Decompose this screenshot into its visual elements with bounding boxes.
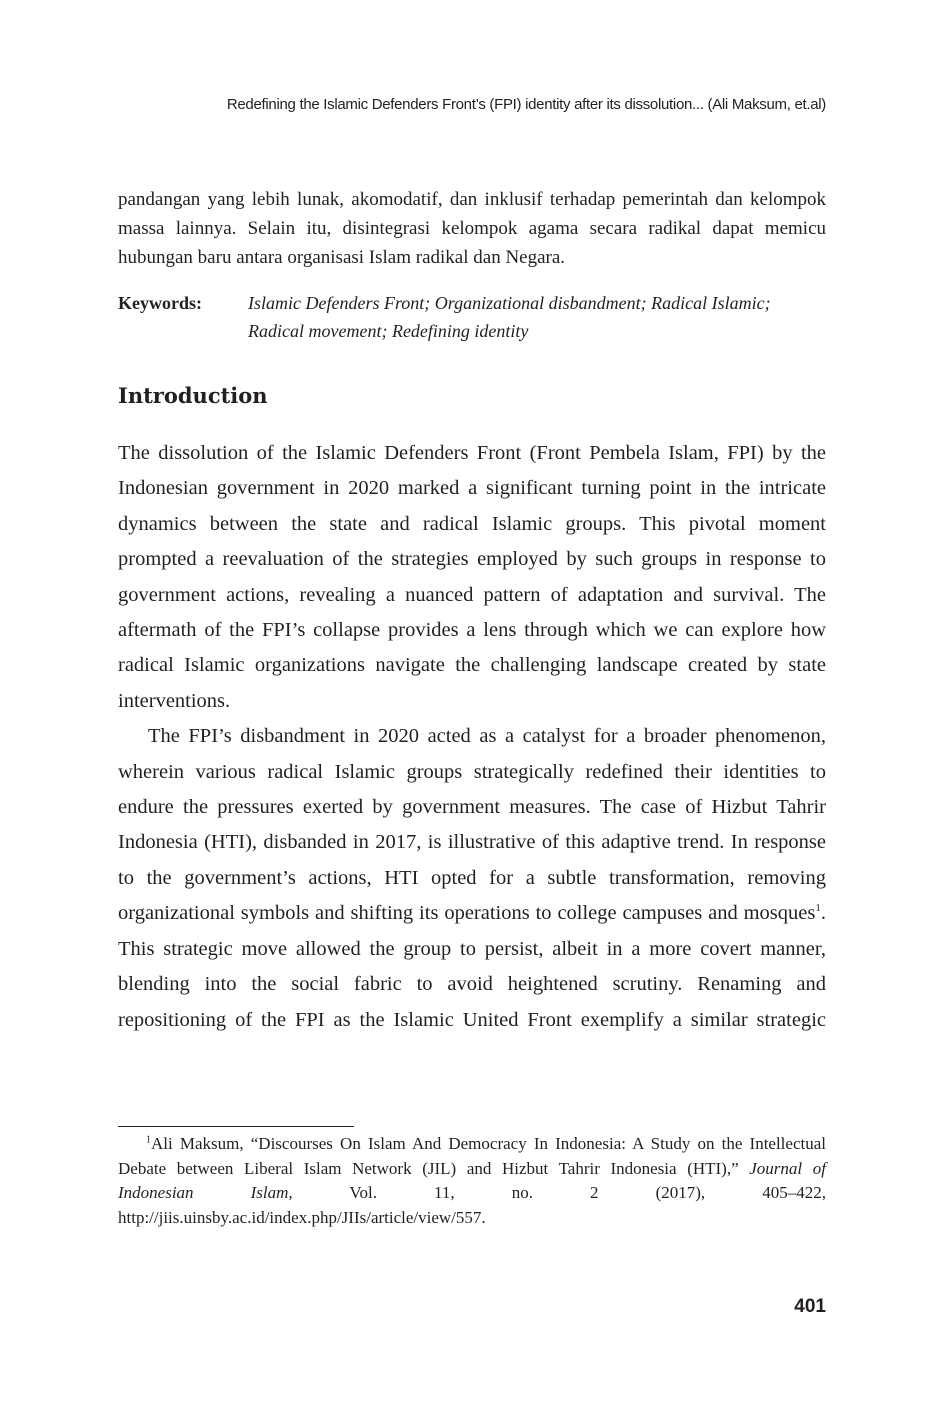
keywords-label: Keywords: bbox=[118, 293, 202, 313]
section-heading: Introduction bbox=[118, 383, 268, 408]
footnote-text-a: Ali Maksum, “Discourses On Islam And Democracy In Indonesia: A Study on the Intellectual Debate between Liberal Islam Network (JIL) and Hizbut Tahrir Indonesia (HTI),” bbox=[118, 1134, 826, 1178]
intro-paragraph-2 bbox=[118, 719, 826, 1038]
keywords-block bbox=[118, 289, 826, 345]
page-number: 401 bbox=[794, 1296, 826, 1317]
paragraph-2-text-b: . This strategic move allowed the group to persist, albeit in a more covert manner, blending into the social fabric to avoid heightened scrutiny. Renaming and repositioning of the FPI as the Islamic United Front exemplify a similar strategic bbox=[118, 902, 826, 1031]
intro-paragraph-1: The dissolution of the Islamic Defenders Front (Front Pembela Islam, FPI) by the Indonesian government in 2020 marked a significant turning point in the intricate dynamics between the state and radical Islamic groups. This pivotal moment prompted a reevaluation of the strategies employed by such groups in response to government actions, revealing a nuanced pattern of adaptation and survival. The aftermath of the FPI’s collapse provides a lens through which we can explore how radical Islamic organizations navigate the challenging landscape created by state interventions. bbox=[118, 442, 826, 712]
keywords-text: Islamic Defenders Front; Organizational disbandment; Radical Islamic; Radical movement; Redefining identity bbox=[248, 293, 771, 341]
footnote bbox=[118, 1132, 826, 1230]
running-header: Redefining the Islamic Defenders Front’s (FPI) identity after its dissolution... (Ali Maksum, et.al) bbox=[226, 96, 826, 113]
main-content bbox=[118, 185, 826, 1038]
footnote-divider bbox=[118, 1126, 354, 1127]
footnote-text-b: Vol. 11, no. 2 (2017), 405–422, http://jiis.uinsby.ac.id/index.php/JIIs/article/view/557. bbox=[118, 1183, 826, 1227]
footnote-number: 1 bbox=[146, 1134, 151, 1146]
footnote-reference[interactable]: 1 bbox=[815, 902, 821, 915]
abstract-tail: pandangan yang lebih lunak, akomodatif, dan inklusif terhadap pemerintah dan kelompok massa lainnya. Selain itu, disintegrasi kelompok agama secara radikal dapat memicu hubungan baru antara organisasi Islam radikal dan Negara. bbox=[118, 189, 826, 268]
paragraph-2-text-a: The FPI’s disbandment in 2020 acted as a catalyst for a broader phenomenon, wherein various radical Islamic groups strategically redefined their identities to endure the pressures exerted by government measures. The case of Hizbut Tahrir Indonesia (HTI), disbanded in 2017, is illustrative of this adaptive trend. In response to the government’s actions, HTI opted for a subtle transformation, removing organizational symbols and shifting its operations to college campuses and mosques bbox=[118, 725, 826, 925]
footnote-journal: Journal of Indonesian Islam, bbox=[118, 1158, 826, 1202]
